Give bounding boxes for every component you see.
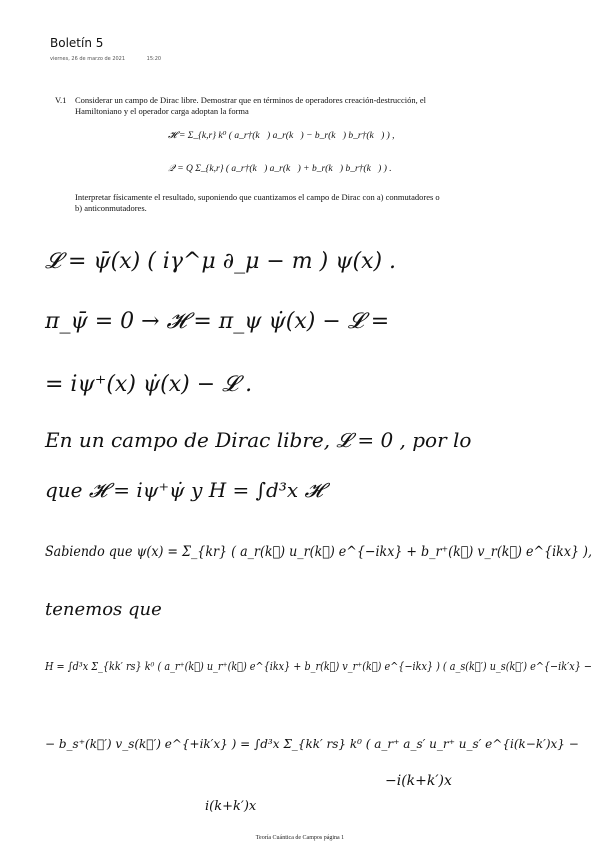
note-tenemos: tenemos que xyxy=(45,599,162,620)
charge-equation: 𝒬 = Q Σ_{k,r} ( a_r†(k⃗) a_r(k⃗) + b_r(k⃗) b_r†(k⃗) ) . xyxy=(168,164,392,174)
date-text: viernes, 26 de marzo de 2021 xyxy=(50,56,126,62)
note-momentum: π_ψ̄ = 0 → 𝓗 = π_ψ ψ̇(x) − 𝓛 = xyxy=(45,309,390,334)
note-free-field: En un campo de Dirac libre, 𝓛 = 0 , por lo xyxy=(45,428,472,452)
note-hamiltonian-integral: que 𝓗 = iψ⁺ψ̇ y H = ∫d³x 𝓗 xyxy=(45,478,323,502)
page-footer: Teoría Cuántica de Campos página 1 xyxy=(255,835,345,841)
problem-text: Considerar un campo de Dirac libre. Demostrar que en términos de operadores creación-destrucción, el Hamiltoniano y el operador carga adoptan la forma xyxy=(75,95,426,116)
note-hamiltonian-density: = iψ⁺(x) ψ̇(x) − 𝓛 . xyxy=(45,372,253,397)
note-exponent-1: −i(k+k′)x xyxy=(385,773,452,789)
note-h-expansion-1: H = ∫d³x Σ_{kk′ rs} k⁰ ( a_r⁺(k⃗) u_r⁺(k⃗) e^{ikx} + b_r(k⃗) v_r⁺(k⃗) e^{−ikx} ) ( a_s(k⃗′) u_s(k⃗′) e^{−ik′x} − xyxy=(44,660,593,673)
time-text: 15:20 xyxy=(146,56,162,62)
note-field-expansion: Sabiendo que ψ(x) = Σ_{kr} ( a_r(k⃗) u_r(k⃗) e^{−ikx} + b_r⁺(k⃗) v_r(k⃗) e^{ikx} ), xyxy=(45,544,592,560)
problem-number: V.1 xyxy=(55,95,67,105)
hamiltonian-equation: 𝓗 = Σ_{k,r} k⁰ ( a_r†(k⃗) a_r(k⃗) − b_r(k⃗) b_r†(k⃗) ) , xyxy=(168,131,395,141)
note-h-expansion-2: − b_s⁺(k⃗′) v_s(k⃗′) e^{+ik′x} ) = ∫d³x Σ_{kk′ rs} k⁰ ( a_r⁺ a_s′ u_r⁺ u_s′ e^{i(k−k′)x} − xyxy=(45,737,579,751)
page-title: Boletín 5 xyxy=(50,36,104,50)
note-lagrangian: 𝓛 = ψ̄(x) ( iγ^μ ∂_μ − m ) ψ(x) . xyxy=(45,249,397,274)
note-exponent-2: i(k+k′)x xyxy=(205,799,257,814)
interpretation-text: Interpretar físicamente el resultado, suponiendo que cuantizamos el campo de Dirac con a) conmutadores o b) anticonmutadores. xyxy=(75,192,440,213)
